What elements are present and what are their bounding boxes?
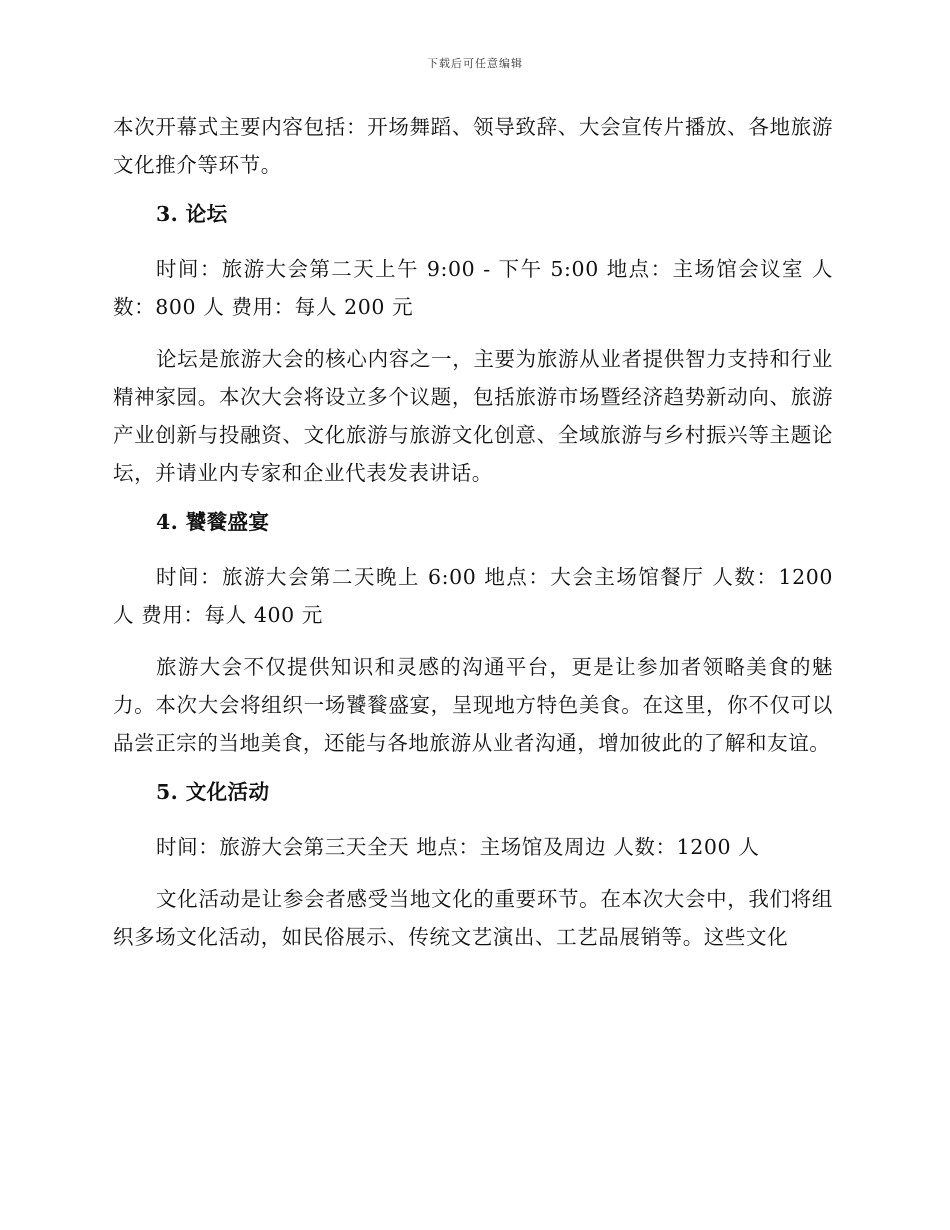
- paragraph-banquet-details: 时间：旅游大会第二天晚上 6:00 地点：大会主场馆餐厅 人数：1200 人 费用：每人 400 元: [113, 565, 833, 627]
- paragraph-banquet-description: 旅游大会不仅提供知识和灵感的沟通平台，更是让参加者领略美食的魅力。本次大会将组织一场饕餮盛宴，呈现地方特色美食。在这里，你不仅可以品尝正宗的当地美食，还能与各地旅游从业者沟通，增加彼此的了解和友谊。: [113, 655, 833, 755]
- paragraph-forum-description: 论坛是旅游大会的核心内容之一，主要为旅游从业者提供智力支持和行业精神家园。本次大会将设立多个议题，包括旅游市场暨经济趋势新动向、旅游产业创新与投融资、文化旅游与旅游文化创意、全域旅游与乡村振兴等主题论坛，并请业内专家和企业代表发表讲话。: [113, 347, 833, 485]
- paragraph-opening-content: 本次开幕式主要内容包括：开场舞蹈、领导致辞、大会宣传片播放、各地旅游文化推介等环节。: [113, 115, 833, 177]
- section-heading-culture: 5. 文化活动: [156, 780, 270, 804]
- document-body: [113, 108, 833, 970]
- section-heading-banquet: 4. 饕餮盛宴: [156, 510, 270, 534]
- section-heading-forum: 3. 论坛: [156, 202, 228, 226]
- header-note: 下载后可任意编辑: [427, 57, 523, 70]
- paragraph-forum-details: 时间：旅游大会第二天上午 9:00 - 下午 5:00 地点：主场馆会议室 人数：800 人 费用：每人 200 元: [113, 257, 833, 319]
- paragraph-culture-description: 文化活动是让参会者感受当地文化的重要环节。在本次大会中，我们将组织多场文化活动，如民俗展示、传统文艺演出、工艺品展销等。这些文化: [113, 887, 833, 949]
- paragraph-culture-details: 时间：旅游大会第三天全天 地点：主场馆及周边 人数：1200 人: [156, 835, 760, 859]
